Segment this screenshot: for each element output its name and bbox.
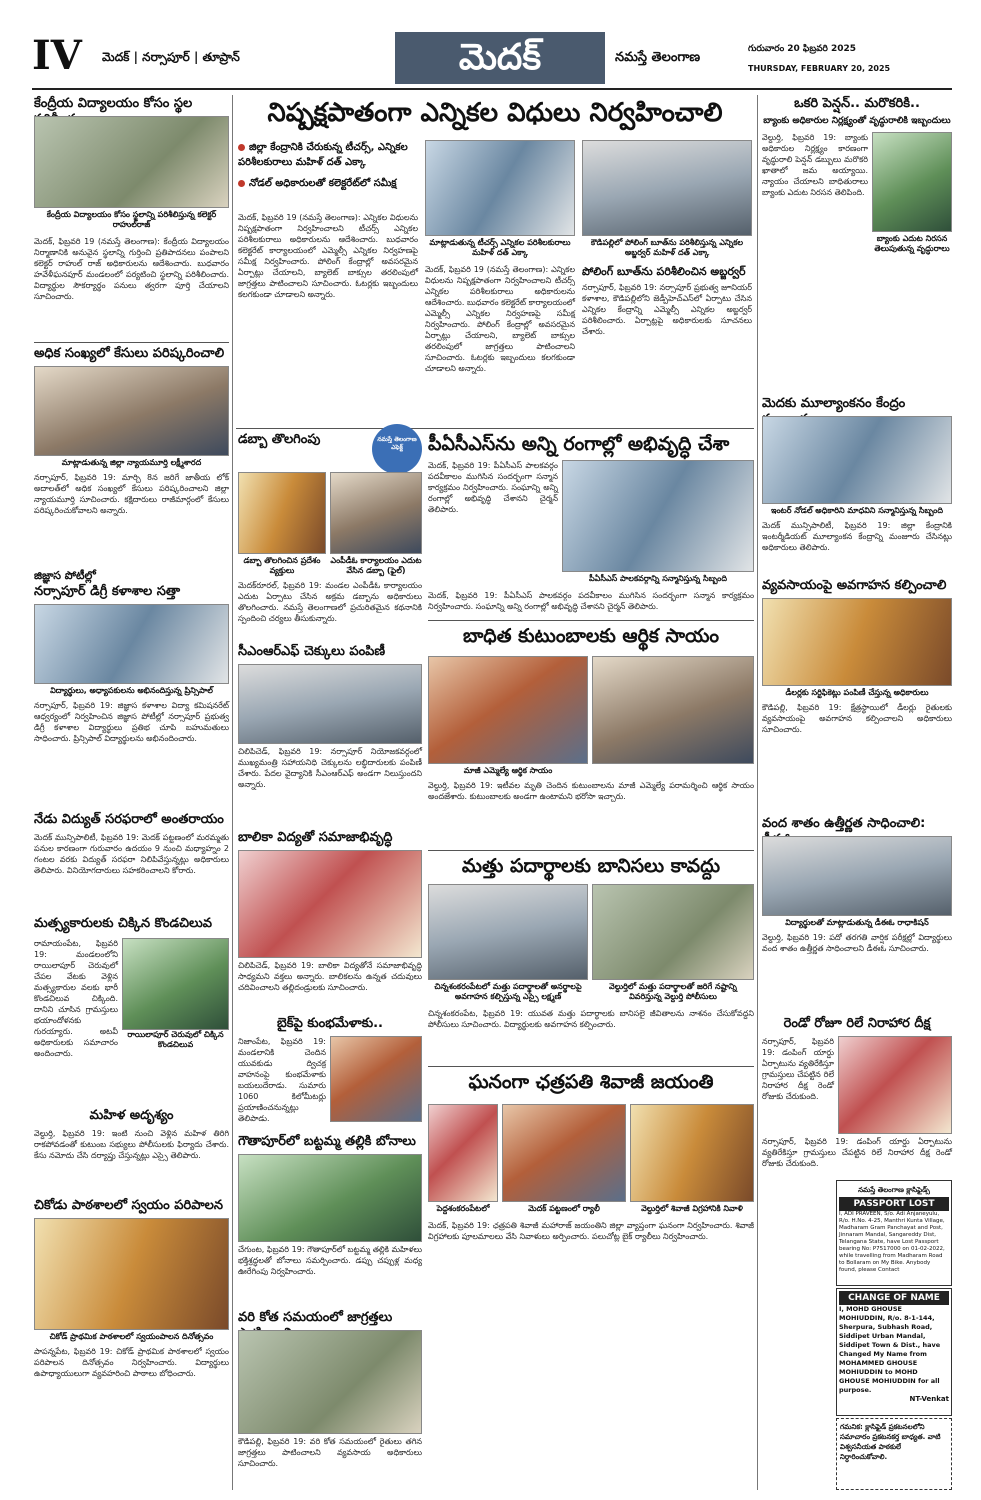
effect-badge: నమస్తే తెలంగాణ ఎఫెక్ట్ [372, 424, 422, 474]
divider [428, 620, 754, 621]
photo-shivaji-2 [502, 1104, 626, 1202]
headline-pension: ఒకరి పెన్షన్.. మరొకరికి.. [794, 96, 920, 111]
caption-drugs-1: చిన్నశంకరంపేటలో మత్తు పదార్థాలతో అనర్థాలపై అవగాహన కల్పిస్తున్న ఎస్సై లక్ష్మణ్ [434, 982, 582, 1001]
article-body: పాపన్నపేట, ఫిబ్రవరి 19: చికోడ్ ప్రాథమిక పాఠశాలలో స్వయం పరిపాలన దినోత్సవం నిర్వహించారు. విద్యార్థులు ఉపాధ్యాయులుగా వ్యవహరించి పాఠాలు బోధించారు. [34, 1347, 229, 1378]
article-body: వెల్దుర్తి, ఫిబ్రవరి 19: ఇటీవల మృతి చెందిన కుటుంబాలను మాజీ ఎమ్మెల్యే పరామర్శించి ఆర్థిక సాయం అందజేశారు. కుటుంబాలకు అండగా ఉంటామని భరోసా ఇచ్చారు. [428, 781, 754, 801]
article-body: మెదక్‌రూరల్, ఫిబ్రవరి 19: మండల ఎంపీడీఓ కార్యాలయం ఎదుట ఏర్పాటు చేసిన అక్రమ డబ్బాను అధికారులు తొలగించారు. నమస్తే తెలంగాణలో ప్రచురితమైన కథనానికి స్పందించి చర్యలు తీసుకున్నారు. [238, 581, 422, 623]
ad-text: I, MOHD GHOUSE MOHIUDDIN, R/o. 8-1-144, Sherpura, Subhash Road, Siddipet Urban Mandal, Siddipet Town & Dist., have Changed My Name from MOHAMMED GHOUSE MOHIUDDIN to MOHD GHOUSE MOHIUDDIN for all purpose. [839, 1305, 941, 1394]
caption-box-file: ఎంపీడీఓ కార్యాలయం ఎదుట వేసిన డబ్బా (ఫైల్) [330, 556, 422, 575]
headline-power-cut: నేడు విద్యుత్ సరఫరాలో అంతరాయం [34, 812, 224, 827]
date-english: THURSDAY, FEBRUARY 20, 2025 [748, 64, 891, 73]
article-body: చిన్నశంకరంపేట, ఫిబ్రవరి 19: యువత మత్తు పదార్థాలకు బానిసలై జీవితాలను నాశనం చేసుకోవద్దని పోలీసులు సూచించారు. విద్యార్థులకు అవగాహన కల్పించారు. [428, 1009, 754, 1029]
headline-box-removal: డబ్బా తొలగింపు [238, 432, 321, 447]
photo-box-removed [238, 472, 326, 554]
photo-drugs-2 [592, 884, 754, 980]
caption-school: చికోడ్ ప్రాథమిక పాఠశాలలో స్వయంపాలన దినోత్సవం [49, 1332, 214, 1341]
caption-shivaji-3: వెల్దుర్తిలో శివాజీ విగ్రహానికి నివాళి [641, 1204, 743, 1213]
photo-shivaji-1 [428, 1104, 498, 1202]
headline-kumbh-bike: బైక్‌పై కుంభమేళాకు.. [277, 1016, 383, 1031]
headline-paddy: వరి కోత సమయంలో జాగ్రత్తలు [238, 1310, 393, 1325]
article-body: చిలిపిచెడ్, ఫిబ్రవరి 19: బాలికా విద్యతోనే సమాజాభివృద్ధి సాధ్యమని వక్తలు అన్నారు. బాలికలను ఉన్నత చదువులు చదివించాలని తల్లిదండ్రులకు సూచించారు. [238, 961, 422, 992]
caption-students: విద్యార్థులు, అధ్యాపకులను అభినందిస్తున్న ప్రిన్సిపాల్ [50, 686, 213, 695]
photo-aid-1 [428, 656, 588, 764]
article-body: నర్సాపూర్, ఫిబ్రవరి 19: నర్సాపూర్ ప్రభుత్వ జూనియర్ కళాశాల, కౌడిపల్లిలోని జెడ్పీహెచ్‌ఎస్‌లో ఏర్పాటు చేసిన ఎన్నికల కేంద్రాన్ని ఎమ్మెల్సీ ఎన్నికల అబ్జర్వర్ పరిశీలించారు. ఏర్పాట్లపై అధికారులకు సూచనలు చేశారు. [582, 283, 752, 336]
classified-ad-name-change [836, 1288, 952, 1416]
caption-pension: బ్యాంకు ఎదుట నిరసన తెలుపుతున్న వృద్ధురాలు [874, 234, 950, 253]
bullet-text: జిల్లా కేంద్రానికి చేరుకున్న టీచర్స్, ఎన్నికల పరిశీలకురాలు మహిళ్ దత్ ఎక్కా [238, 142, 408, 168]
caption-judge: మాట్లాడుతున్న జిల్లా న్యాయమూర్తి లక్ష్మీశారద [61, 458, 202, 467]
divider [428, 1066, 754, 1067]
photo-drugs-1 [428, 884, 588, 980]
photo-polling-booth [582, 140, 752, 236]
bullet-point [238, 176, 418, 206]
headline-cmrf: సీఎంఆర్‌ఎఫ్ చెక్కులు పంపిణీ [238, 644, 386, 659]
caption-python: రాయిలాపూర్ చెరువులో చిక్కిన కొండచిలువ [127, 1030, 224, 1049]
page-number: IV [32, 32, 82, 79]
article-body: కౌడిపల్లి, ఫిబ్రవరి 19: క్షేత్రస్థాయిలో డీలర్లు రైతులకు వ్యవసాయంపై అవగాహన కల్పించాలని అధికారులు సూచించారు. [762, 703, 952, 734]
article-body: కౌడిపల్లి, ఫిబ్రవరి 19: వరి కోత సమయంలో రైతులు తగిన జాగ్రత్తలు పాటించాలని వ్యవసాయ అధికారులు సూచించారు. [238, 1437, 422, 1468]
caption-pacs: పీఏసీఎస్ పాలకవర్గాన్ని సన్మానిస్తున్న సిబ్బంది [588, 574, 728, 583]
photo-pacs [562, 460, 754, 572]
photo-site-inspection [34, 116, 229, 208]
article-body-cont: మెదక్, ఫిబ్రవరి 19: పీఏసీఎస్ పాలకవర్గం పదవీకాలం ముగిసిన సందర్భంగా సన్మాన కార్యక్రమం నిర్వహించారు. సంఘాన్ని అన్ని రంగాల్లో అభివృద్ధి చేశానని చైర్మన్ తెలిపారు. [428, 591, 755, 611]
article-body: నర్సాపూర్, ఫిబ్రవరి 19: మార్చి 8న జరిగే జాతీయ లోక్ అదాలత్‌లో అధిక సంఖ్యలో కేసులు పరిష్కరించాలని జిల్లా న్యాయమూర్తి సూచించారు. కక్షిదారులు రాజీమార్గంలో కేసులు పరిష్కరించుకోవాలని అన్నారు. [34, 473, 229, 515]
caption-deo: విద్యార్థులతో మాట్లాడుతున్న డీఈఓ రాధాకిషన్ [785, 918, 929, 927]
article-body: మెదక్, ఫిబ్రవరి 19 (నమస్తే తెలంగాణ): ఎన్నికల విధులను నిష్పక్షపాతంగా నిర్వహించాలని టీచర్స్ ఎన్నికల పరిశీలకురాలు అధికారులను ఆదేశించారు. బుధవారం కలెక్టరేట్ కార్యాలయంలో ఎమ్మెల్సీ ఎన్నికల నిర్వహణపై సమీక్ష నిర్వహించారు. పోలింగ్ కేంద్రాల్లో అవసరమైన ఏర్పాట్లు చేయాలని, బ్యాలెట్ బాక్సుల తరలింపులో జాగ్రత్తలు పాటించాలని సూచించారు. ఓటర్లకు ఇబ్బందులు కలగకుండా చూడాలని అన్నారు. [238, 213, 418, 299]
photo-shivaji-3 [630, 1104, 754, 1202]
article-body: వెల్దుర్తి, ఫిబ్రవరి 19: బ్యాంకు అధికారుల నిర్లక్ష్యం కారణంగా వృద్ధురాలి పెన్షన్ డబ్బులు మరొకరి ఖాతాలో జమ అయ్యాయి. న్యాయం చేయాలని బాధితురాలు బ్యాంకు ఎదుట నిరసన తెలిపింది. [762, 133, 868, 197]
article-body: మెదక్ మున్సిపాలిటీ, ఫిబ్రవరి 19: మెదక్ పట్టణంలో మరమ్మతు పనుల కారణంగా గురువారం ఉదయం 9 నుంచి మధ్యాహ్నం 2 గంటల వరకు విద్యుత్ సరఫరా నిలిపివేస్తున్నట్లు అధికారులు తెలిపారు. వినియోగదారులు సహకరించాలని కోరారు. [34, 833, 229, 875]
photo-aid-2 [592, 656, 754, 764]
ad-title: PASSPORT LOST [839, 1197, 949, 1211]
article-body-cont: మెదక్, ఫిబ్రవరి 19 (నమస్తే తెలంగాణ): ఎన్నికల విధులను నిష్పక్షపాతంగా నిర్వహించాలని టీచర్స్ ఎన్నికల పరిశీలకురాలు అధికారులను ఆదేశించారు. బుధవారం కలెక్టరేట్ కార్యాలయంలో ఎమ్మెల్సీ ఎన్నికల నిర్వహణపై సమీక్ష నిర్వహించారు. పోలింగ్ కేంద్రాల్లో అవసరమైన ఏర్పాట్లు చేయాలని, బ్యాలెట్ బాక్సుల తరలింపులో జాగ్రత్తలు పాటించాలని సూచించారు. ఓటర్లకు ఇబ్బందులు కలగకుండా చూడాలని అన్నారు. [425, 265, 575, 373]
classified-notice [836, 1418, 952, 1490]
photo-hunger-strike [838, 1036, 952, 1134]
caption-site-inspection: కేంద్రీయ విద్యాలయం కోసం స్థలాన్ని పరిశీలిస్తున్న కలెక్టర్ రాహుల్‌రాజ్ [46, 210, 217, 229]
headline-deo: వంద శాతం ఉత్తీర్ణత సాధించాలి: [762, 816, 926, 831]
caption-agriculture: డీలర్లకు సర్టిఫికెట్లు పంపిణీ చేస్తున్న అధికారులు [785, 688, 929, 697]
bullet-point [238, 140, 418, 170]
headline-cases: అధిక సంఖ్యలో కేసులు పరిష్కరించాలి [34, 346, 225, 361]
caption-drugs-2: వెల్దుర్తిలో మత్తు పదార్థాలతో జరిగే నష్టాన్ని వివరిస్తున్న వెల్దుర్తి పోలీసులు [609, 982, 737, 1001]
column-divider [757, 95, 758, 1490]
ad-title: CHANGE OF NAME [839, 1291, 949, 1305]
photo-girl-education [238, 850, 422, 958]
classifieds-brand: నమస్తే తెలంగాణ క్లాసిఫైడ్స్ [858, 1186, 930, 1194]
photo-box-file [330, 472, 422, 554]
brand-name: నమస్తే తెలంగాణ [615, 50, 701, 65]
caption-aid: మాజీ ఎమ్మెల్యే ఆర్థిక సాయం [463, 766, 553, 775]
caption-observer-meeting: మాట్లాడుతున్న టీచర్స్ ఎన్నికల పరిశీలకురాలు మహిళ్ దత్ ఎక్కా [429, 238, 571, 257]
headline-self-govern: చికోడు పాఠశాలలో స్వయం పరిపాలన [34, 1198, 223, 1213]
bullet-dot [238, 180, 245, 187]
ad-text: I, ADI PRAVEEN, S/o. Adi Anjaneyulu, R/o. H.No. 4-25, Manthri Kunta Village, Madharam Gram Panchayat and Post, Jinnaram Mandal, Sangareddy Dist, Telangana State, have Lost Passport bearing No: P7517000 on 01-02-2022, while travelling from Madharam Road to Bollaram on My Bike. Anybody found, please Contact [839, 1211, 945, 1273]
headline-python: మత్స్యకారులకు చిక్కిన కొండచిలువ [34, 916, 212, 931]
headline-pacs: పీఏసీఎస్‌ను అన్ని రంగాల్లో అభివృద్ధి చేశా [428, 433, 730, 455]
article-body: మెదక్, ఫిబ్రవరి 19: ఛత్రపతి శివాజీ మహారాజ్ జయంతిని జిల్లా వ్యాప్తంగా ఘనంగా నిర్వహించారు. శివాజీ విగ్రహాలకు పూలమాలలు వేసి నివాళులు అర్పించారు. పలుచోట్ల బైక్ ర్యాలీలు నిర్వహించారు. [428, 1221, 754, 1241]
caption-shivaji-1: పెద్దశంకరంపేటలో [436, 1204, 490, 1213]
headline-hunger-strike: రెండో రోజూ రిలే నిరాహార దీక్ష [783, 1016, 931, 1031]
main-headline: నిష్పక్షపాతంగా ఎన్నికల విధులు నిర్వహించాలి [267, 98, 723, 128]
ad-sign: NT-Venkat [909, 1395, 949, 1403]
headline-missing: మహిళ అదృశ్యం [89, 1108, 174, 1123]
subhead-pension: బ్యాంకు అధికారుల నిర్లక్ష్యంతో వృద్ధురాలికి ఇబ్బందులు [763, 116, 951, 126]
article-body: చేగుంట, ఫిబ్రవరి 19: గౌతాపూర్‌లో బట్టమ్మ తల్లికి మహిళలు భక్తిశ్రద్ధలతో బోనాలు సమర్పించారు. డప్పు చప్పుళ్ల మధ్య ఊరేగింపు నిర్వహించారు. [238, 1245, 422, 1276]
header-rule [32, 88, 952, 90]
photo-python [122, 938, 229, 1030]
kicker-jignasa: జిజ్ఞాస పోటీల్లో [34, 569, 96, 582]
article-body: వెల్దుర్తి, ఫిబ్రవరి 19: పదో తరగతి వార్షిక పరీక్షల్లో విద్యార్థులు వంద శాతం ఉత్తీర్ణత సాధించాలని డీఈఓ సూచించారు. [762, 933, 952, 953]
headline-girl-education: బాలికా విద్యతో సమాజాభివృద్ధి [238, 830, 393, 845]
headline-drugs: మత్తు పదార్థాలకు బానిసలు కావద్దు [461, 855, 721, 877]
photo-school [34, 1218, 229, 1330]
divider [34, 342, 229, 343]
photo-agriculture [762, 598, 952, 686]
divider [428, 850, 754, 851]
headline-shivaji: ఘనంగా ఛత్రపతి శివాజీ జయంతి [468, 1071, 714, 1093]
bullet-text: నోడల్ అధికారులతో కలెక్టరేట్‌లో సమీక్ష [249, 178, 397, 189]
bullet-dot [238, 144, 245, 151]
article-body: రామాయంపేట, ఫిబ్రవరి 19: మండలంలోని రాయిలాపూర్ చెరువులో చేపల వేటకు వెళ్లిన మత్స్యకారుల వలకు భారీ కొండచిలువ చిక్కింది. దానిని చూసిన గ్రామస్తులు భయాందోళనకు గురయ్యారు. అటవీ అధికారులకు సమాచారం అందించారు. [34, 939, 118, 1058]
caption-box-removed: డబ్బా తొలగించిన ప్రదేశం వ్యక్తులు [243, 556, 321, 575]
photo-deo [762, 836, 952, 916]
headline-vidyalaya: కేంద్రీయ విద్యాలయం కోసం స్థల [34, 96, 193, 111]
headline-polling-observer: పోలింగ్ బూత్‌ను పరిశీలించిన అబ్జర్వర్ [582, 265, 746, 278]
caption-polling-booth: కౌడిపల్లిలో పోలింగ్ బూత్‌ను పరిశీలిస్తున్న ఎన్నికల అబ్జర్వర్ మహిళ్ దత్ ఎక్కా [590, 238, 744, 257]
photo-cmrf [238, 664, 422, 744]
article-body-cont: నర్సాపూర్, ఫిబ్రవరి 19: డంపింగ్ యార్డు ఏర్పాటును వ్యతిరేకిస్తూ గ్రామస్తులు చేపట్టిన రిలే నిరాహార దీక్ష రెండో రోజుకు చేరుకుంది. [762, 1137, 952, 1168]
notice-text: గమనిక: క్లాసిఫైడ్ ప్రకటనలలోని సమాచారం ప్రకటనకర్త బాధ్యత. వాటి విశ్వసనీయత పాఠకులే నిర్ధారించుకోవాలి. [840, 1423, 941, 1461]
section-links[interactable]: మెదక్ | నర్సాపూర్ | తూప్రాన్ [102, 50, 240, 64]
date-telugu: గురువారం 20 ఫిబ్రవరి 2025 [748, 44, 857, 54]
masthead-title: మెదక్ [395, 32, 605, 84]
article-body: నర్సాపూర్, ఫిబ్రవరి 19: డంపింగ్ యార్డు ఏర్పాటును వ్యతిరేకిస్తూ గ్రామస్తులు చేపట్టిన రిలే నిరాహార దీక్ష రెండో రోజుకు చేరుకుంది. [762, 1037, 834, 1101]
caption-evaluation: ఇంటర్ నోడల్ అధికారిని మాధవిని సన్మానిస్తున్న సిబ్బంది [770, 506, 943, 515]
headline-agriculture: వ్యవసాయంపై అవగాహన కల్పించాలి [762, 578, 947, 593]
headline-bonalu: గౌతాపూర్‌లో బట్టమ్మ తల్లికి బోనాలు [238, 1134, 416, 1149]
photo-bike [330, 1036, 422, 1122]
photo-students [34, 604, 229, 684]
article-body: నర్సాపూర్, ఫిబ్రవరి 19: జిజ్ఞాస కళాశాల విద్యా కమిషనరేట్ ఆధ్వర్యంలో నిర్వహించిన జిజ్ఞాస పోటీల్లో నర్సాపూర్ ప్రభుత్వ డిగ్రీ కళాశాల విద్యార్థులు ప్రతిభ చూపి బహుమతులు సాధించారు. ప్రిన్సిపాల్ విద్యార్థులను అభినందించారు. [34, 701, 229, 743]
photo-pension [872, 132, 952, 232]
photo-evaluation [762, 416, 952, 504]
photo-bonalu [238, 1154, 422, 1242]
divider [236, 428, 754, 429]
article-body: చిలిపిచెడ్, ఫిబ్రవరి 19: నర్సాపూర్ నియోజకవర్గంలో ముఖ్యమంత్రి సహాయనిధి చెక్కులను లబ్ధిదారులకు పంపిణీ చేశారు. పేదల వైద్యానికి సీఎంఆర్‌ఎఫ్ అండగా నిలుస్తుందని అన్నారు. [238, 747, 422, 789]
headline-evaluation: మెదకు మూల్యాంకనం కేంద్రం [762, 396, 906, 411]
article-body: వెల్దుర్తి, ఫిబ్రవరి 19: ఇంటి నుంచి వెళ్లిన మహిళ తిరిగి రాకపోవడంతో కుటుంబ సభ్యులు పోలీసులకు ఫిర్యాదు చేశారు. కేసు నమోదు చేసి దర్యాప్తు చేస్తున్నట్లు ఎస్సై తెలిపారు. [34, 1129, 229, 1160]
photo-paddy [238, 1330, 422, 1434]
headline-degree-college: నర్సాపూర్ డిగ్రీ కళాశాల సత్తా [34, 584, 181, 599]
article-body: మెదక్, ఫిబ్రవరి 19: పీఏసీఎస్ పాలకవర్గం పదవీకాలం ముగిసిన సందర్భంగా సన్మాన కార్యక్రమం నిర్వహించారు. సంఘాన్ని అన్ని రంగాల్లో అభివృద్ధి చేశానని చైర్మన్ తెలిపారు. [428, 461, 558, 514]
caption-shivaji-2: మెదక్ పట్టణంలో ర్యాలీ [528, 1204, 600, 1213]
classified-ad-passport [836, 1180, 952, 1286]
article-body: మెదక్, ఫిబ్రవరి 19 (నమస్తే తెలంగాణ): కేంద్రీయ విద్యాలయం నిర్మాణానికి అనువైన స్థలాన్ని గుర్తించి ప్రతిపాదనలు పంపాలని కలెక్టర్ రాహుల్ రాజ్ అధికారులను ఆదేశించారు. బుధవారం హవేళీఘనపూర్ మండలంలో పర్యటించి స్థలాన్ని పరిశీలించారు. విద్యార్థుల సౌకర్యార్థం పనులు త్వరగా పూర్తి చేయాలని సూచించారు. [34, 237, 229, 301]
photo-observer-meeting [425, 140, 575, 236]
photo-judge [34, 366, 229, 456]
column-divider [232, 95, 233, 1490]
headline-financial-aid: బాధిత కుటుంబాలకు ఆర్థిక సాయం [462, 625, 720, 647]
article-body: నిజాంపేట, ఫిబ్రవరి 19: మండలానికి చెందిన యువకుడు ద్విచక్ర వాహనంపై కుంభమేళాకు బయలుదేరాడు. సుమారు 1060 కిలోమీటర్లు ప్రయాణించనున్నట్లు తెలిపాడు. [238, 1037, 326, 1123]
article-body: మెదక్ మున్సిపాలిటీ, ఫిబ్రవరి 19: జిల్లా కేంద్రానికి ఇంటర్మీడియట్ మూల్యాంకన కేంద్రాన్ని మంజూరు చేసినట్లు అధికారులు తెలిపారు. [762, 521, 952, 552]
